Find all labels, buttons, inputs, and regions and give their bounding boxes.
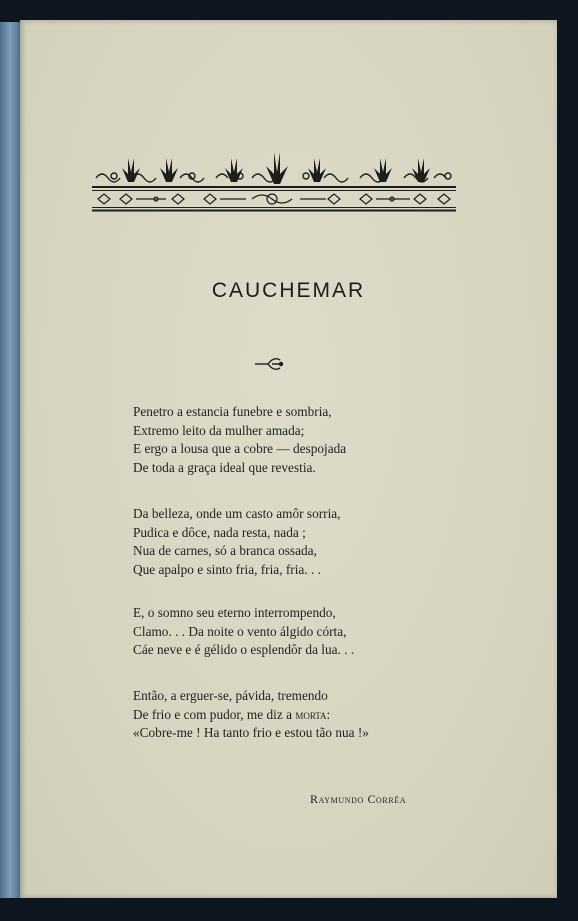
ornamental-header-icon [92, 148, 456, 212]
small-caps-word: morta: [295, 706, 331, 722]
poem-line-text: De frio e com pudor, me diz a [133, 706, 292, 722]
poem-line: Da belleza, onde um casto amôr sorria, [133, 506, 341, 521]
page-edge-shadow [557, 20, 578, 898]
book-page [20, 20, 557, 898]
poem-title: CAUCHEMAR [211, 279, 366, 302]
flourish-divider-icon [254, 356, 284, 372]
poem-line: Então, a erguer-se, pávida, tremendo [133, 688, 328, 703]
poem-line: Nua de carnes, só a branca ossada, [133, 543, 317, 558]
poem-line: Pudica e dôce, nada resta, nada ; [133, 524, 306, 540]
poem-line: De toda a graça ideal que revestia. [133, 459, 316, 475]
stanza-3 [133, 604, 354, 660]
poem-line: Que apalpo e sinto fria, fria, fria. . . [133, 561, 321, 577]
poem-line: Cáe neve e é gélido o esplendôr da lua. . . [133, 642, 355, 657]
poem-line [133, 706, 369, 725]
poem-line: E ergo a lousa que a cobre — despojada [133, 441, 347, 456]
stanza-1 [133, 403, 346, 477]
poem-line: «Cobre-me ! Ha tanto frio e estou tão nua !» [133, 725, 369, 740]
stanza-2 [133, 505, 341, 579]
poem-line: Penetro a estancia funebre e sombria, [133, 404, 332, 419]
author-signature: Raymundo Corrêa [310, 792, 407, 806]
poem-line: Extremo leito da mulher amada; [133, 422, 305, 438]
poem-line: E, o somno seu eterno interrompendo, [133, 605, 336, 620]
poem-line: Clamo. . . Da noite o vento álgido córta, [133, 623, 347, 639]
book-spine [0, 22, 22, 898]
stanza-4 [133, 687, 369, 743]
